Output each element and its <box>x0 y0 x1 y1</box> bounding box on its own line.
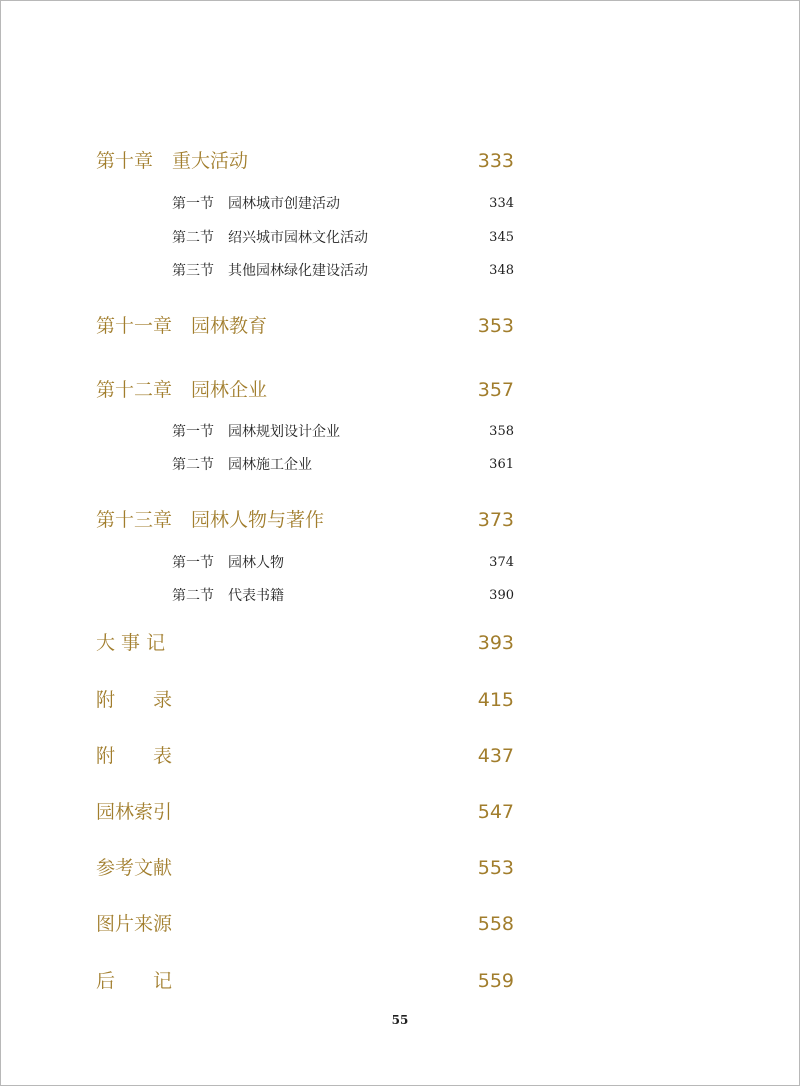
toc-chapter-row[interactable] <box>0 797 800 827</box>
toc-chapter-page: 559 <box>477 970 514 992</box>
toc-chapter-title: 附 表 <box>96 745 173 767</box>
toc-chapter-row[interactable] <box>0 628 800 658</box>
toc-section-row[interactable] <box>0 420 800 444</box>
toc-section-title: 第二节 园林施工企业 <box>172 457 312 473</box>
toc-chapter-row[interactable] <box>0 966 800 996</box>
toc-chapter-title: 第十二章 园林企业 <box>96 379 268 401</box>
toc-chapter-row[interactable] <box>0 375 800 405</box>
toc-section-row[interactable] <box>0 551 800 575</box>
toc-chapter-title: 第十三章 园林人物与著作 <box>96 509 325 531</box>
toc-chapter-page: 393 <box>477 632 514 654</box>
toc-section-page: 390 <box>489 588 514 603</box>
toc-chapter-title: 图片来源 <box>96 913 173 935</box>
toc-section-page: 345 <box>489 230 514 245</box>
toc-chapter-row[interactable] <box>0 685 800 715</box>
toc-chapter-page: 357 <box>477 379 514 401</box>
toc-section-row[interactable] <box>0 453 800 477</box>
toc-section-page: 348 <box>489 263 514 278</box>
toc-chapter-row[interactable] <box>0 909 800 939</box>
toc-section-title: 第一节 园林城市创建活动 <box>172 196 340 212</box>
toc-chapter-title: 大 事 记 <box>96 632 166 654</box>
toc-chapter-row[interactable] <box>0 311 800 341</box>
toc-section-title: 第一节 园林规划设计企业 <box>172 424 340 440</box>
toc-chapter-row[interactable] <box>0 741 800 771</box>
toc-chapter-title: 后 记 <box>96 970 173 992</box>
toc-chapter-page: 437 <box>477 745 514 767</box>
toc-chapter-page: 553 <box>477 857 514 879</box>
toc-section-row[interactable] <box>0 192 800 216</box>
toc-section-page: 358 <box>489 424 514 439</box>
toc-chapter-page: 353 <box>477 315 514 337</box>
toc-chapter-page: 415 <box>477 689 514 711</box>
toc-chapter-title: 参考文献 <box>96 857 173 879</box>
toc-section-row[interactable] <box>0 226 800 250</box>
toc-chapter-page: 547 <box>477 801 514 823</box>
toc-chapter-page: 333 <box>477 150 514 172</box>
toc-section-row[interactable] <box>0 584 800 608</box>
toc-section-page: 334 <box>489 196 514 211</box>
toc-chapter-title: 第十一章 园林教育 <box>96 315 268 337</box>
toc-chapter-title: 附 录 <box>96 689 173 711</box>
toc-chapter-page: 558 <box>477 913 514 935</box>
toc-section-title: 第二节 绍兴城市园林文化活动 <box>172 230 368 246</box>
toc-section-row[interactable] <box>0 259 800 283</box>
toc-section-page: 361 <box>489 457 514 472</box>
toc-chapter-title: 第十章 重大活动 <box>96 150 249 172</box>
toc-chapter-row[interactable] <box>0 853 800 883</box>
toc-section-title: 第二节 代表书籍 <box>172 588 284 604</box>
toc-section-title: 第三节 其他园林绿化建设活动 <box>172 263 368 279</box>
page-number: 55 <box>391 1013 409 1027</box>
toc-chapter-title: 园林索引 <box>96 801 173 823</box>
toc-section-title: 第一节 园林人物 <box>172 555 284 571</box>
toc-chapter-row[interactable] <box>0 146 800 176</box>
toc-chapter-page: 373 <box>477 509 514 531</box>
toc-chapter-row[interactable] <box>0 505 800 535</box>
toc-section-page: 374 <box>489 555 514 570</box>
